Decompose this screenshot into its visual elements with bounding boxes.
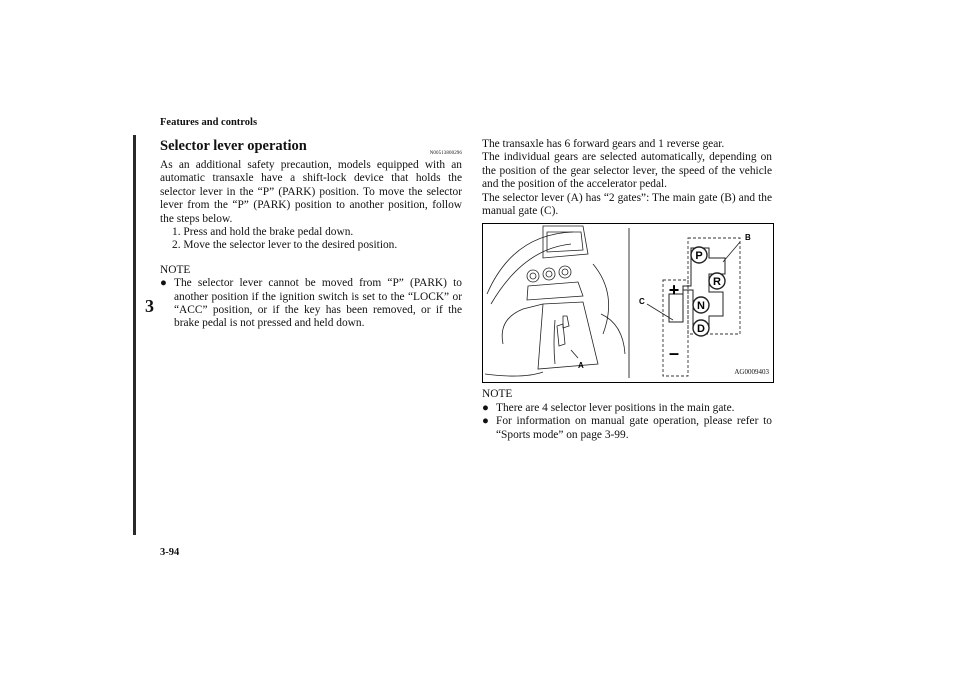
note-label: NOTE <box>160 263 191 276</box>
bullet-icon: ● <box>482 415 489 428</box>
illustration-svg <box>483 224 773 382</box>
note-text: The selector lever cannot be moved from “P” (PARK) to another position if the ignition switch is set to the “LOCK” or “ACC” position, or if the key has been removed, or if the brake pedal is not pressed and held down. <box>174 277 462 330</box>
gear-d-label: D <box>697 323 705 336</box>
note-item <box>482 415 772 442</box>
step-1: 1. Press and hold the brake pedal down. <box>172 226 354 239</box>
gears-paragraph: The individual gears are selected automatically, depending on the position of the gear selector lever, the speed of the vehicle and the position of the accelerator pedal. <box>482 151 772 191</box>
interior-drawing <box>485 226 625 376</box>
selector-paragraph: The selector lever (A) has “2 gates”: The main gate (B) and the manual gate (C). <box>482 191 772 218</box>
label-b: B <box>745 233 751 243</box>
section-code: N00513800296 <box>429 151 462 156</box>
page-number: 3-94 <box>160 547 180 558</box>
label-c: C <box>639 297 645 307</box>
intro-paragraph: As an additional safety precaution, models equipped with an automatic transaxle have a shift-lock device that holds the selector lever in the “P” (PARK) position. To move the selector lever from the “P” (PARK) position to another position, follow the steps below. <box>160 159 462 225</box>
gear-n-label: N <box>697 300 705 313</box>
transaxle-paragraph: The transaxle has 6 forward gears and 1 reverse gear. <box>482 138 725 150</box>
right-column <box>482 138 772 442</box>
plus-symbol: + <box>668 280 680 301</box>
note-item <box>160 277 462 331</box>
gear-p-label: P <box>695 250 703 263</box>
gear-r-label: R <box>713 276 721 289</box>
bullet-icon: ● <box>482 401 489 414</box>
section-title-text: Selector lever operation <box>160 138 307 154</box>
note-text: There are 4 selector lever positions in the main gate. <box>496 401 735 414</box>
note-text: For information on manual gate operation, please refer to “Sports mode” on page 3-99. <box>496 415 772 441</box>
note-item <box>482 402 772 415</box>
figure-caption: AG0009403 <box>734 368 769 377</box>
minus-symbol: – <box>668 343 680 364</box>
running-header: Features and controls <box>160 117 258 128</box>
step-2: 2. Move the selector lever to the desired position. <box>172 239 398 252</box>
label-a: A <box>578 361 584 371</box>
leader-b <box>723 242 740 262</box>
chapter-tab-bar <box>133 135 136 535</box>
bullet-icon: ● <box>160 277 167 290</box>
selector-lever-illustration <box>482 223 774 383</box>
gate-diagram <box>639 233 751 376</box>
note-label-right: NOTE <box>482 388 513 401</box>
section-title <box>160 138 462 154</box>
left-column <box>160 138 462 331</box>
chapter-number: 3 <box>145 296 154 316</box>
